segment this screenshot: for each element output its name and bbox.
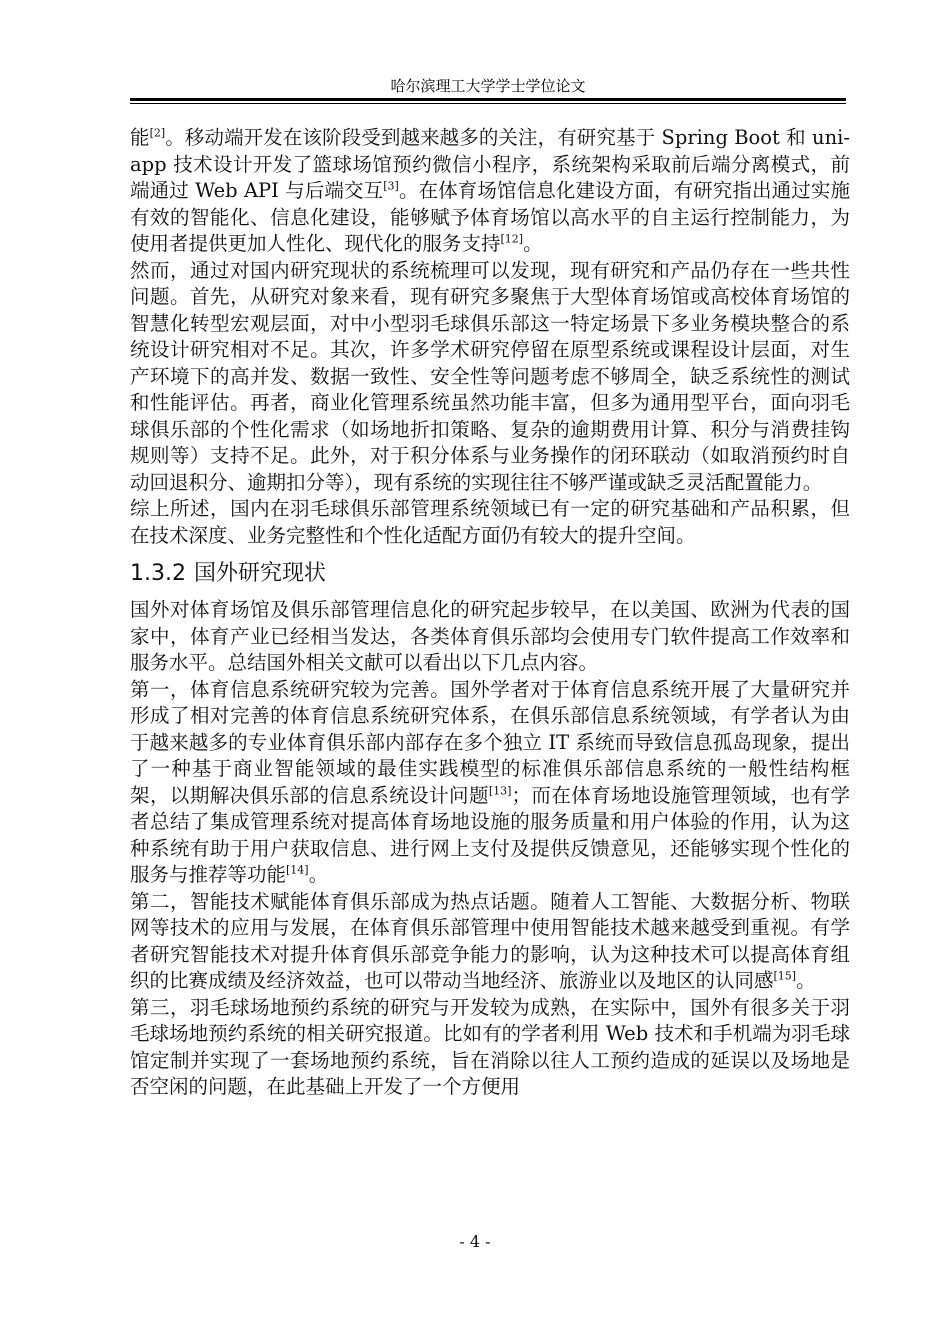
- citation-ref: [12]: [500, 232, 524, 246]
- paragraph-text: 第一，体育信息系统研究较为完善。国外学者对于体育信息系统开展了大量研究并形成了相对完善的体育信息系统研究体系，在俱乐部信息系统领域，有学者认为由于越来越多的专业体育俱乐部内部存在多个独立 IT 系统而导致信息孤岛现象，提出了一种基于商业智能领域的最佳实践模型的标准俱乐部信息系统的一般性结构框架，以期解决俱乐部的信息系统设计问题: [130, 677, 850, 807]
- header-rule-thick: [130, 98, 846, 101]
- paragraph: [130, 995, 850, 1101]
- paragraph-text: 。移动端开发在该阶段受到越来越多的关注，有研究基于 Spring Boot 和 uni-app 技术设计开发了篮球场馆预约微信小程序，系统架构采取前后端分离模式，前端通过 Web API 与后端交互: [130, 126, 850, 202]
- paragraph: [130, 677, 850, 889]
- citation-ref: [2]: [149, 126, 166, 140]
- paragraph-text: 。在体育场馆信息化建设方面，有研究指出通过实施有效的智能化、信息化建设，能够赋予体育场馆以高水平的自主运行控制能力，为使用者提供更加人性化、现代化的服务支持: [130, 179, 850, 255]
- paragraph-text: 。: [523, 232, 543, 255]
- paragraph-text: 第二，智能技术赋能体育俱乐部成为热点话题。随着人工智能、大数据分析、物联网等技术的应用与发展，在体育俱乐部管理中使用智能技术越来越受到重视。有学者研究智能技术对提升体育俱乐部竞争能力的影响，认为这种技术可以提高体育组织的比赛成绩及经济效益，也可以带动当地经济、旅游业以及地区的认同感: [130, 889, 850, 992]
- paragraph: [130, 258, 850, 497]
- paragraphs-bottom: [130, 597, 850, 1101]
- header-rule-thin: [130, 103, 846, 104]
- section-number: 1.3.2: [130, 561, 186, 586]
- paragraph: [130, 496, 850, 549]
- paragraph-text: 综上所述，国内在羽毛球俱乐部管理系统领域已有一定的研究基础和产品积累，但在技术深度、业务完整性和个性化适配方面仍有较大的提升空间。: [130, 497, 850, 547]
- section-heading: [130, 559, 850, 589]
- paragraph: [130, 889, 850, 995]
- paragraph: [130, 597, 850, 677]
- paragraph-text: 国外对体育场馆及俱乐部管理信息化的研究起步较早，在以美国、欧洲为代表的国家中，体育产业已经相当发达，各类体育俱乐部均会使用专门软件提高工作效率和服务水平。总结国外相关文献可以看出以下几点内容。: [130, 598, 850, 674]
- paragraph: [130, 125, 850, 258]
- citation-ref: [13]: [488, 784, 512, 797]
- body-content: [130, 125, 850, 1101]
- paragraph-text: 然而，通过对国内研究现状的系统梳理可以发现，现有研究和产品仍存在一些共性问题。首先，从研究对象来看，现有研究多聚焦于大型体育场馆或高校体育场馆的智慧化转型宏观层面，对中小型羽毛球俱乐部这一特定场景下多业务模块整合的系统设计研究相对不足。其次，许多学术研究停留在原型系统或课程设计层面，对生产环境下的高并发、数据一致性、安全性等问题考虑不够周全，缺乏系统性的测试和性能评估。再者，商业化管理系统虽然功能丰富，但多为通用型平台，面向羽毛球俱乐部的个性化需求（如场地折扣策略、复杂的逾期费用计算、积分与消费挂钩规则等）支持不足。此外，对于积分体系与业务操作的闭环联动（如取消预约时自动回退积分、逾期扣分等），现有系统的实现往往不够严谨或缺乏灵活配置能力。: [130, 258, 850, 494]
- running-header: 哈尔滨理工大学学士学位论文: [390, 77, 586, 95]
- citation-ref: [15]: [773, 969, 797, 983]
- citation-ref: [3]: [383, 179, 399, 193]
- section-title: 国外研究现状: [193, 561, 326, 586]
- citation-ref: [14]: [286, 863, 309, 877]
- paragraphs-top: [130, 125, 850, 549]
- paragraph-text: 能: [130, 126, 150, 149]
- paragraph-text: 。: [796, 969, 816, 992]
- paragraph-text: 第三，羽毛球场地预约系统的研究与开发较为成熟，在实际中，国外有很多关于羽毛球场地预约系统的相关研究报道。比如有的学者利用 Web 技术和手机端为羽毛球馆定制并实现了一套场地预约系统，旨在消除以往人工预约造成的延误以及场地是否空闲的问题，在此基础上开发了一个方便用: [130, 995, 850, 1098]
- page-number: - 4 -: [459, 1232, 491, 1251]
- paragraph-text: 。: [308, 863, 329, 886]
- paragraph-text: ；而在体育场地设施管理领域，也有学者总结了集成管理系统对提高体育场地设施的服务质量和用户体验的作用，认为这种系统有助于用户获取信息、进行网上支付及提供反馈意见，还能够实现个性化的服务与推荐等功能: [130, 783, 850, 886]
